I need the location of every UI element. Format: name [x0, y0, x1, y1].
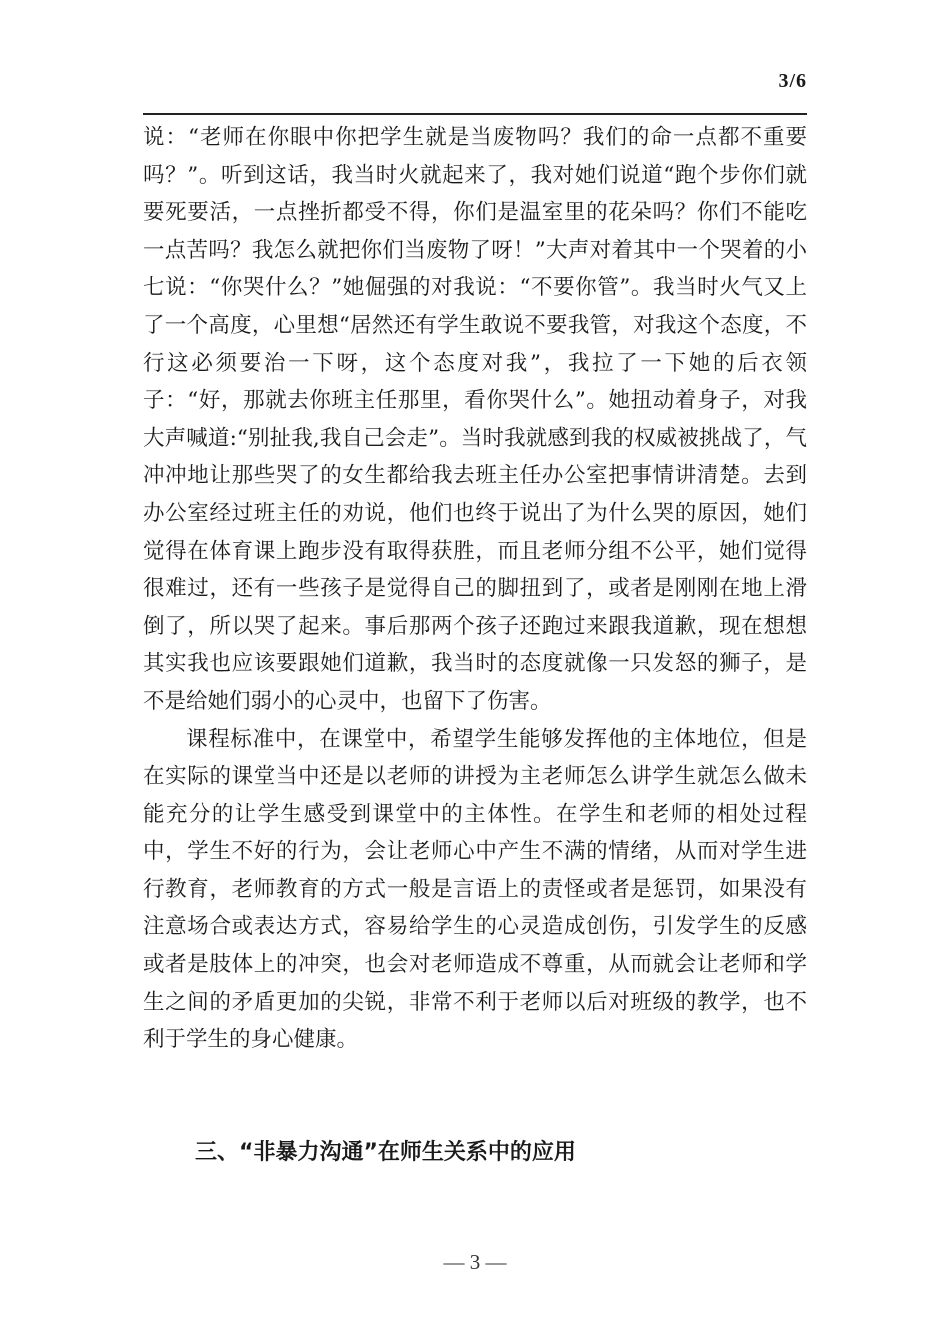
body-paragraph: 说：“老师在你眼中你把学生就是当废物吗？我们的命一点都不重要吗？”。听到这话，我当时火就起来了，我对她们说道“跑个步你们就要死要活，一点挫折都受不得，你们是温室里的花朵吗？你们不能吃一点苦吗？我怎么就把你们当废物了呀！”大声对着其中一个哭着的小七说：“你哭什么？”她倔强的对我说：“不要你管”。我当时火气又上了一个高度，心里想“居然还有学生敢说不要我管，对我这个态度，不行这必须要治一下呀，这个态度对我”，我拉了一下她的后衣领子：“好，那就去你班主任那里，看你哭什么”。她扭动着身子，对我大声喊道:“别扯我,我自己会走”。当时我就感到我的权威被挑战了，气冲冲地让那些哭了的女生都给我去班主任办公室把事情讲清楚。去到办公室经过班主任的劝说，他们也终于说出了为什么哭的原因，她们觉得在体育课上跑步没有取得获胜，而且老师分组不公平，她们觉得很难过，还有一些孩子是觉得自己的脚扭到了，或者是刚刚在地上滑倒了，所以哭了起来。事后那两个孩子还跑过来跟我道歉，现在想想其实我也应该要跟她们道歉，我当时的态度就像一只发怒的狮子，是不是给她们弱小的心灵中，也留下了伤害。	[143, 125, 807, 714]
section-heading: 三、“非暴力沟通”在师生关系中的应用	[195, 1140, 576, 1165]
header-divider	[143, 113, 807, 115]
body-paragraph: 课程标准中，在课堂中，希望学生能够发挥他的主体地位，但是在实际的课堂当中还是以老师的讲授为主老师怎么讲学生就怎么做未能充分的让学生感受到课堂中的主体性。在学生和老师的相处过程中，学生不好的行为，会让老师心中产生不满的情绪，从而对学生进行教育，老师教育的方式一般是言语上的责怪或者是惩罚，如果没有注意场合或表达方式，容易给学生的心灵造成创伤，引发学生的反感或者是肢体上的冲突，也会对老师造成不尊重，从而就会让老师和学生之间的矛盾更加的尖锐，非常不利于老师以后对班级的教学，也不利于学生的身心健康。	[143, 726, 807, 1053]
page-counter: 3/6	[778, 70, 807, 92]
page-number-footer: — 3 —	[443, 1250, 507, 1274]
document-body	[143, 119, 807, 1059]
